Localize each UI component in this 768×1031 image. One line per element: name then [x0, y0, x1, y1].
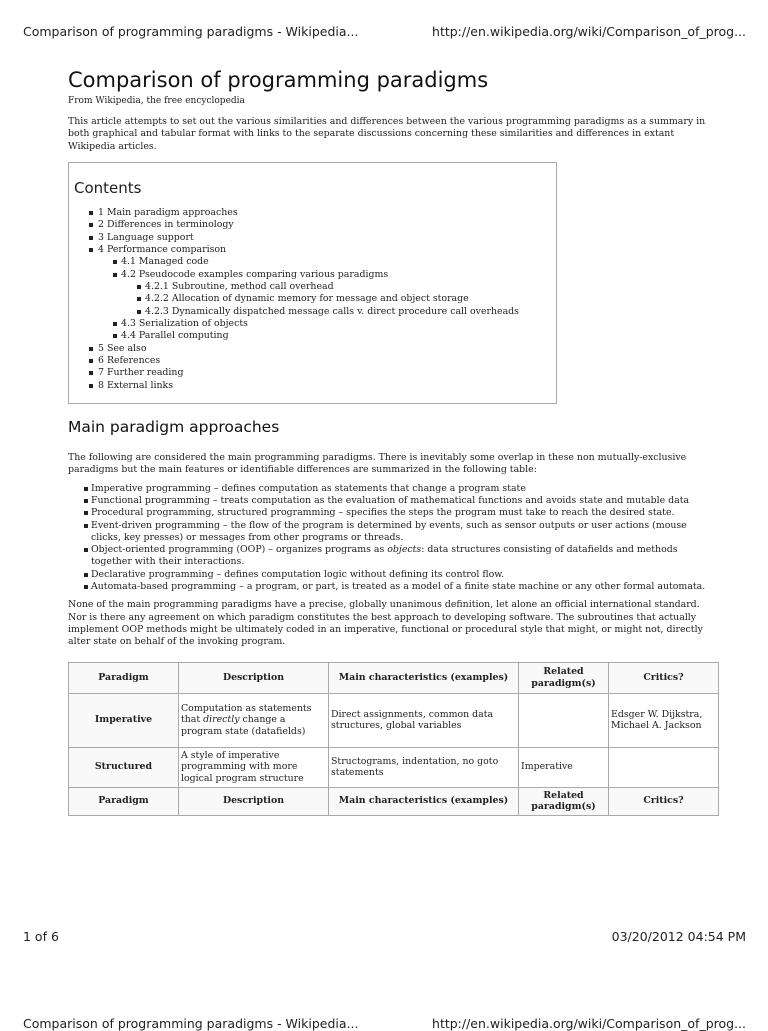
- table-row: [69, 693, 719, 747]
- list-item: [68, 495, 708, 507]
- toc-item[interactable]: 4.2 Pseudocode examples comparing various paradigms: [74, 269, 556, 281]
- critics-cell: [609, 747, 719, 787]
- list-item: [68, 581, 708, 593]
- list-item-text: Functional programming – treats computation as the evaluation of mathematical functions and avoids state and mutable data: [91, 494, 690, 506]
- toc-title: Contents: [74, 178, 142, 197]
- print-footer-timestamp: 03/20/2012 04:54 PM: [611, 929, 746, 944]
- paradigm-list: [68, 483, 708, 594]
- description-cell: A style of imperative programming with more logical program structure: [179, 747, 329, 787]
- list-item-text: : data structures consisting of datafields and methods together with their interactions.: [91, 544, 678, 568]
- print-header-url: http://en.wikipedia.org/wiki/Comparison_of_prog...: [432, 24, 746, 39]
- toc-item[interactable]: 1 Main paradigm approaches: [74, 207, 556, 219]
- list-item-emphasis: objects: [387, 544, 422, 556]
- toc-item[interactable]: 3 Language support: [74, 232, 556, 244]
- table-footer-cell: Description: [179, 787, 329, 815]
- page-title: Comparison of programming paradigms: [68, 68, 489, 92]
- table-header-cell: Critics?: [609, 662, 719, 693]
- list-item-text: Procedural programming, structured programming – specifies the steps the program must take to reach the desired state.: [91, 507, 675, 519]
- list-item-text: Automata-based programming – a program, or part, is treated as a model of a finite state machine or any other formal automata.: [91, 581, 706, 593]
- critics-cell: Edsger W. Dijkstra, Michael A. Jackson: [609, 693, 719, 747]
- table-of-contents: [68, 162, 557, 404]
- section-heading: Main paradigm approaches: [68, 418, 280, 437]
- toc-item[interactable]: 4.3 Serialization of objects: [74, 318, 556, 330]
- section-lead: The following are considered the main programming paradigms. There is inevitably some overlap in these non mutually-exclusive paradigms but the main features or identifiable differences are summarized in the following table:: [68, 452, 687, 476]
- table-footer-cell: Related paradigm(s): [519, 787, 609, 815]
- toc-item[interactable]: 4.2.3 Dynamically dispatched message calls v. direct procedure call overheads: [74, 306, 556, 318]
- list-item-text: Declarative programming – defines computation logic without defining its control flow.: [91, 568, 505, 580]
- related-cell: [519, 693, 609, 747]
- related-cell: Imperative: [519, 747, 609, 787]
- list-item: [68, 507, 708, 519]
- toc-list: [74, 207, 556, 392]
- print-header-title: Comparison of programming paradigms - Wikipedia...: [23, 24, 359, 39]
- description-cell: [179, 693, 329, 747]
- toc-item[interactable]: 6 References: [74, 355, 556, 367]
- list-item: [68, 520, 708, 545]
- list-item-text: Event-driven programming – the flow of the program is determined by events, such as sensor outputs or user actions (mouse clicks, key presses) or messages from other programs or threads.: [91, 519, 687, 543]
- table-header-cell: Related paradigm(s): [519, 662, 609, 693]
- list-item: [68, 569, 708, 581]
- toc-item[interactable]: 8 External links: [74, 380, 556, 392]
- toc-item[interactable]: 2 Differences in terminology: [74, 219, 556, 231]
- table-footer-cell: Main characteristics (examples): [329, 787, 519, 815]
- list-item: [68, 483, 708, 495]
- toc-item[interactable]: 4.1 Managed code: [74, 256, 556, 268]
- description-emphasis: directly: [203, 714, 240, 726]
- next-page-header-title: Comparison of programming paradigms - Wikipedia...: [23, 1016, 359, 1031]
- toc-item[interactable]: 5 See also: [74, 343, 556, 355]
- section-paragraph: None of the main programming paradigms have a precise, globally unanimous definition, let alone an official international standard. Nor is there any agreement on which paradigm constitutes the best approach to developing software. The subroutines that actually implement OOP methods might be ultimately coded in an imperative, functional or procedural style that might, or might not, directly alter state on behalf of the invoking program.: [68, 599, 703, 648]
- description-text: change a program state (datafields): [181, 714, 306, 737]
- characteristics-cell: Structograms, indentation, no goto statements: [329, 747, 519, 787]
- intro-paragraph: This article attempts to set out the various similarities and differences between the various programming paradigms as a summary in both graphical and tabular format with links to the separate discussions concerning these similarities and differences in extant Wikipedia articles.: [68, 116, 706, 152]
- next-page-header-url: http://en.wikipedia.org/wiki/Comparison_of_prog...: [432, 1016, 746, 1031]
- table-header-cell: Paradigm: [69, 662, 179, 693]
- list-item: [68, 544, 708, 569]
- table-footer-row: [69, 787, 719, 815]
- table-header-row: [69, 662, 719, 693]
- characteristics-cell: Direct assignments, common data structures, global variables: [329, 693, 519, 747]
- list-item-text: Imperative programming – defines computation as statements that change a program state: [91, 482, 526, 494]
- list-item-text: Object-oriented programming (OOP) – organizes programs as: [91, 544, 388, 556]
- paradigm-name-cell: Imperative: [69, 693, 179, 747]
- toc-item[interactable]: 7 Further reading: [74, 367, 556, 379]
- table-footer-cell: Critics?: [609, 787, 719, 815]
- table-header-cell: Main characteristics (examples): [329, 662, 519, 693]
- paradigm-name-cell: Structured: [69, 747, 179, 787]
- table-footer-cell: Paradigm: [69, 787, 179, 815]
- toc-item[interactable]: 4.2.2 Allocation of dynamic memory for message and object storage: [74, 293, 556, 305]
- table-row: [69, 747, 719, 787]
- table-header-cell: Description: [179, 662, 329, 693]
- toc-item[interactable]: 4 Performance comparison: [74, 244, 556, 256]
- toc-item[interactable]: 4.2.1 Subroutine, method call overhead: [74, 281, 556, 293]
- print-footer-page: 1 of 6: [23, 929, 59, 944]
- description-text: Computation as statements that: [181, 702, 312, 726]
- article-content: [68, 66, 708, 816]
- paradigm-table: [68, 662, 719, 816]
- tagline: From Wikipedia, the free encyclopedia: [68, 96, 245, 106]
- toc-item[interactable]: 4.4 Parallel computing: [74, 330, 556, 342]
